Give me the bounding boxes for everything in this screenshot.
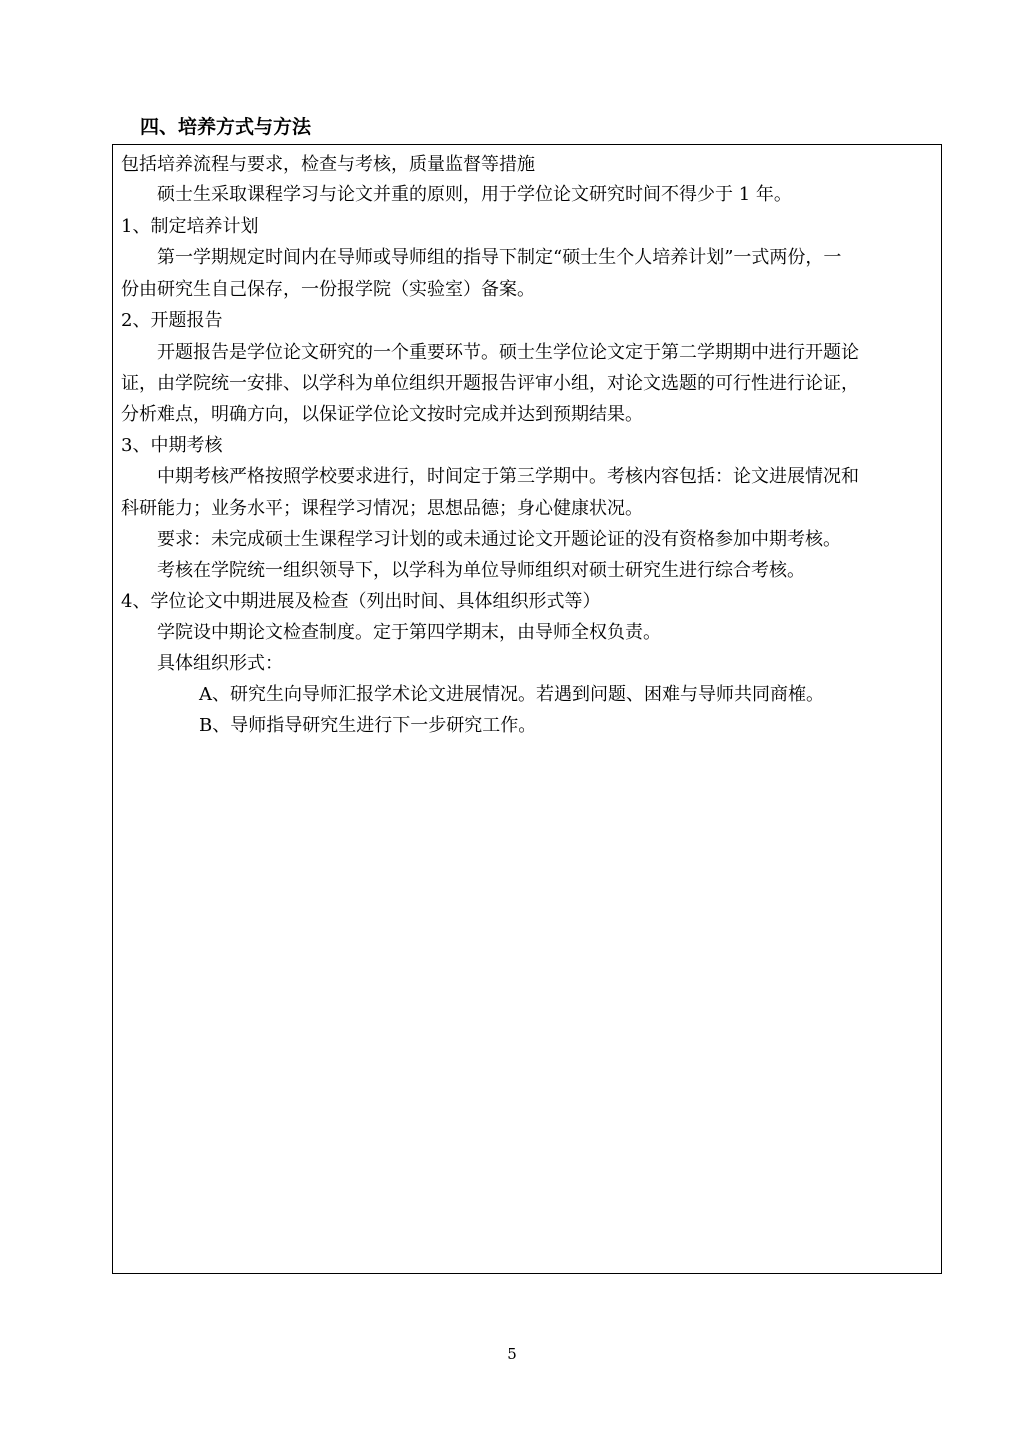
section-1-heading: 1、制定培养计划	[121, 216, 259, 237]
section-4-paragraph-line: 学院设中期论文检查制度。定于第四学期末，由导师全权负责。	[157, 622, 661, 643]
section-1-paragraph-line: 第一学期规定时间内在导师或导师组的指导下制定“硕士生个人培养计划”一式两份，一	[157, 247, 842, 268]
section-2-paragraph-line: 分析难点，明确方向，以保证学位论文按时完成并达到预期结果。	[121, 404, 643, 425]
intro-text: 包括培养流程与要求，检查与考核，质量监督等措施	[121, 154, 535, 175]
section-title: 四、培养方式与方法	[140, 116, 312, 138]
page-number: 5	[507, 1345, 517, 1363]
section-3-paragraph-line: 中期考核严格按照学校要求进行，时间定于第三学期中。考核内容包括：论文进展情况和	[157, 466, 859, 487]
section-2-heading: 2、开题报告	[121, 310, 223, 331]
section-3-heading: 3、中期考核	[121, 435, 223, 456]
section-2-paragraph-line: 开题报告是学位论文研究的一个重要环节。硕士生学位论文定于第二学期期中进行开题论	[157, 342, 859, 363]
section-4-heading: 4、学位论文中期进展及检查（列出时间、具体组织形式等）	[121, 591, 601, 612]
section-3-assessment: 考核在学院统一组织领导下，以学科为单位导师组织对硕士研究生进行综合考核。	[157, 560, 805, 581]
section-2-paragraph-line: 证，由学院统一安排、以学科为单位组织开题报告评审小组，对论文选题的可行性进行论证，	[121, 373, 859, 394]
content-box	[112, 144, 942, 1274]
section-4-form-label: 具体组织形式：	[157, 653, 283, 674]
section-3-paragraph-line: 科研能力；业务水平；课程学习情况；思想品德；身心健康状况。	[121, 498, 643, 519]
section-4-item-b: B、导师指导研究生进行下一步研究工作。	[199, 715, 537, 736]
section-3-requirement: 要求：未完成硕士生课程学习计划的或未通过论文开题论证的没有资格参加中期考核。	[157, 529, 841, 550]
principle-text: 硕士生采取课程学习与论文并重的原则，用于学位论文研究时间不得少于 1 年。	[157, 184, 792, 205]
section-1-paragraph-line: 份由研究生自己保存，一份报学院（实验室）备案。	[121, 279, 535, 300]
section-4-item-a: A、研究生向导师汇报学术论文进展情况。若遇到问题、困难与导师共同商榷。	[199, 684, 824, 705]
